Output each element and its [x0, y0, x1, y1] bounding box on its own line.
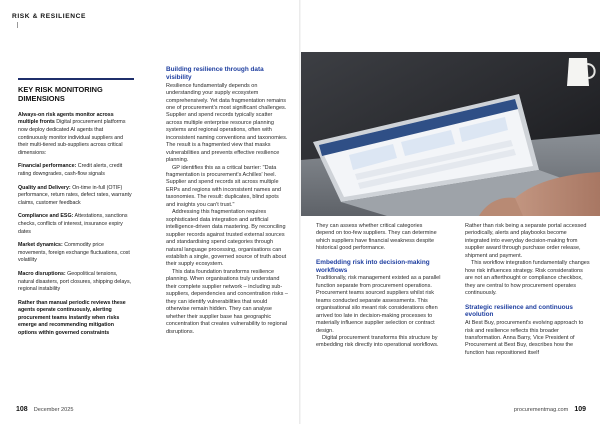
sidebar-title: KEY RISK MONITORING DIMENSIONS	[18, 85, 103, 104]
section-tick	[17, 22, 18, 28]
sidebar-item-text: Geopolitical tensions, natural disasters, port closures, shipping delays, regional instability	[18, 270, 132, 293]
article-paragraph: This workflow integration fundamentally changes how risk influences strategy. Risk considerations are not an afterthought or compliance checkbox, they are central to how procurement operates continuously.	[465, 260, 590, 297]
article-column-1	[166, 66, 288, 336]
section-label: RISK & RESILIENCE	[12, 13, 86, 20]
article-paragraph: GP identifies this as a critical barrier: "Data fragmentation is procurement's Achilles' heel. Supplier and spend records sit across multiple ERPs and regions with inconsistent names and taxonomies. The result: duplicates, blind spots and insights you can't trust."	[166, 164, 281, 208]
sidebar-item	[18, 163, 134, 178]
sidebar-item-text: Attestations, sanctions checks, conflicts of interest, insurance expiry dates	[18, 213, 128, 235]
site-url: procurementmag.com	[513, 407, 569, 413]
sidebar-item	[18, 300, 134, 338]
key-risk-sidebar	[18, 78, 134, 344]
article-column-3	[465, 223, 590, 357]
sidebar-item-heading: Quality and Delivery:	[18, 184, 71, 191]
sidebar-item-text: Digital procurement platforms now deploy dedicated AI agents that continuously monitor individual suppliers and their multi-tiered sub-suppliers across critical dimensions:	[18, 119, 126, 156]
sidebar-item	[18, 213, 134, 236]
article-heading: Embedding risk into decision-making workflows	[316, 258, 430, 274]
article-paragraph: Traditionally, risk management existed as a parallel function separate from procurement operations. Procurement teams sourced suppliers whilst risk teams conducted separate assessments. This organisational silo meant risk considerations often arrived too late in decision-making processes to materially influence supplier selection or contract design.	[316, 275, 441, 334]
coffee-cup	[567, 58, 589, 86]
article-paragraph: This data foundation transforms resilience planning. When organisations truly understand their complete supplier network – including sub-suppliers, dependencies and concentration risks – they can identify vulnerabilities that would otherwise remain hidden. They can analyse whether their supplier base has geographic concentration that creates vulnerability to regional disruptions.	[166, 268, 288, 335]
sidebar-rule	[18, 78, 134, 80]
sidebar-item-heading: Financial performance:	[18, 163, 77, 170]
laptop-photo	[301, 52, 600, 216]
sidebar-item	[18, 185, 134, 208]
sidebar-item-text: Commodity price movements, foreign exchange fluctuations, cost volatility	[18, 242, 130, 264]
sidebar-item-heading: Market dynamics:	[18, 242, 63, 249]
sidebar-item	[18, 242, 134, 265]
page-number-left: 108	[16, 406, 28, 413]
article-paragraph: Resilience fundamentally depends on understanding your supply ecosystem comprehensively. Yet data fragmentation remains one of procurement's most significant challenges. Supplier and spend records typically scatter across multiple enterprise resource planning systems and regional operations, often with inconsistent naming conventions and taxonomies. The result is a fragmented view that masks vulnerabilities and prevents effective resilience planning.	[166, 82, 288, 164]
issue-date: December 2025	[33, 407, 74, 413]
article-heading: Strategic resilience and continuous evolution	[465, 303, 573, 319]
sidebar-item-heading: Rather than manual periodic reviews these agents operate continuously, alerting procurement teams instantly when risks emerge and recommending mitigation options within governed constraints	[18, 299, 126, 337]
sidebar-item	[18, 271, 134, 294]
sidebar-item-heading: Compliance and ESG:	[18, 213, 74, 220]
sidebar-item	[18, 112, 134, 158]
sidebar-item-text: Credit alerts, credit rating downgrades, cash-flow signals	[18, 163, 123, 177]
laptop-photo-illustration	[301, 52, 600, 216]
folio-left	[16, 406, 74, 413]
article-paragraph: They can assess whether critical categories depend on too-few suppliers. They can determine which suppliers have financial weakness despite historical good performance.	[316, 223, 437, 252]
sidebar-item-heading: Macro disruptions:	[18, 270, 66, 277]
page-number-right: 109	[574, 406, 586, 413]
sidebar-item-heading: Always-on risk agents monitor across multiple fronts	[18, 111, 114, 126]
article-paragraph: Addressing this fragmentation requires sophisticated data integration and artificial intelligence-driven data mastering. By reconciling supplier records against trusted external sources and standardising spend categories through natural language processing, organisations can establish a single, governed source of truth about their supply ecosystem.	[166, 209, 287, 268]
article-column-2	[316, 223, 442, 350]
sidebar-item-text: On-time in-full (OTIF) performance, return rates, defect rates, warranty claims, customer feedback	[18, 184, 132, 206]
article-heading: Building resilience through data visibility	[166, 66, 264, 81]
article-paragraph: Rather than risk being a separate portal accessed periodically, alerts and playbooks become integrated into everyday decision-making from supplier award through purchase order release, shipment and payment.	[465, 223, 587, 259]
article-paragraph: At Best Buy, procurement's evolving approach to risk and resilience reflects this broader transformation. Anna Barry, Vice President of Procurement at Best Buy, describes how the function has repositioned itself	[465, 320, 584, 356]
folio-right	[514, 406, 586, 413]
article-paragraph: Digital procurement transforms this structure by embedding risk directly into operational workflows.	[316, 335, 439, 349]
